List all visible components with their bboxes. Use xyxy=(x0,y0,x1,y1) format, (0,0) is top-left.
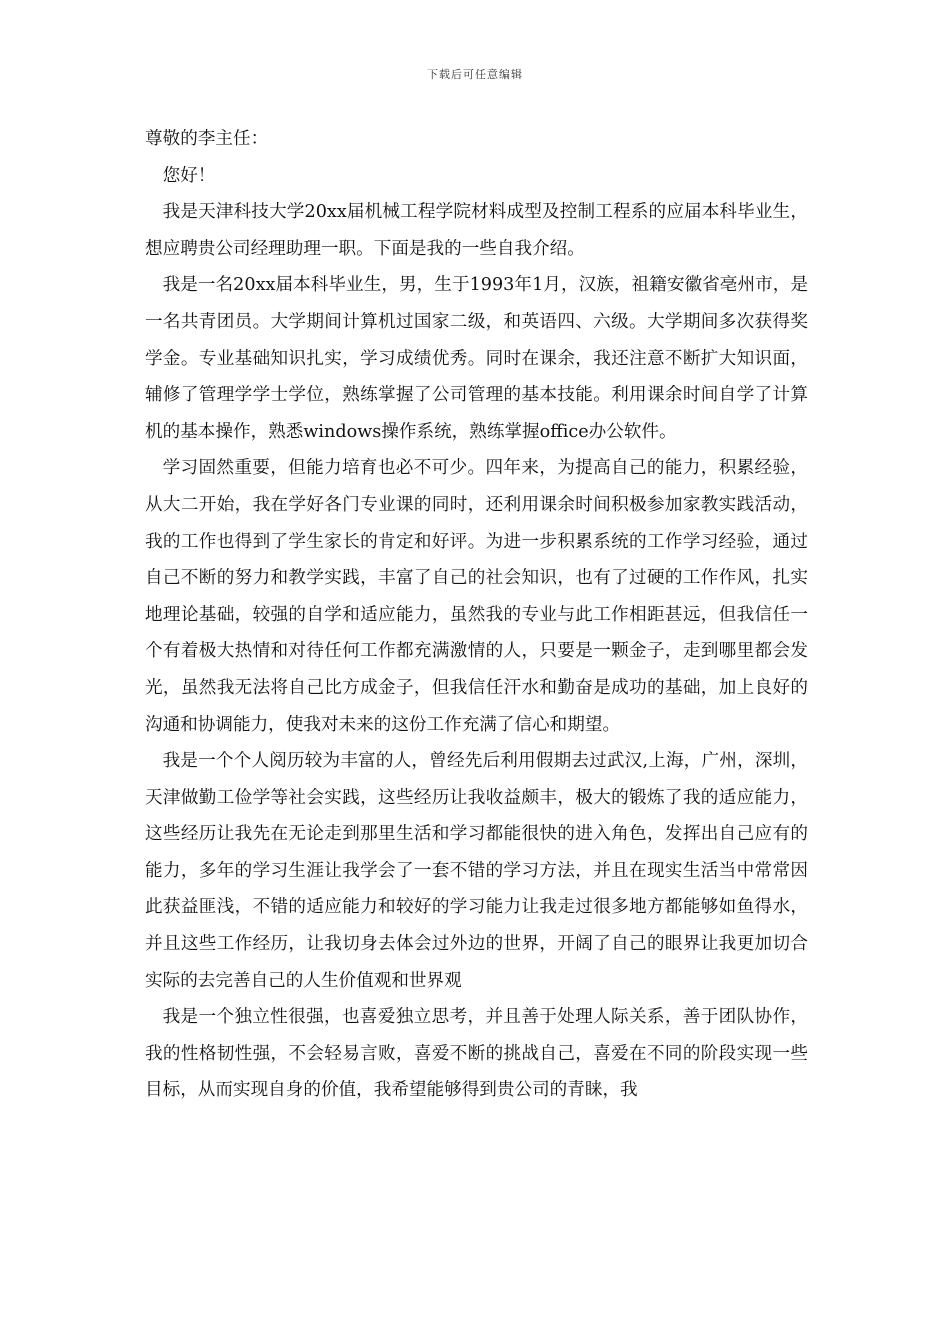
paragraph-ability: 学习固然重要，但能力培育也必不可少。四年来，为提高自己的能力，积累经验，从大二开始，我在学好各门专业课的同时，还利用课余时间积极参加家教实践活动，我的工作也得到了学生家长的肯定和好评。为进一步积累系统的工作学习经验，通过自己不断的努力和教学实践，丰富了自己的社会知识，也有了过硬的工作作风，扎实地理论基础，较强的自学和适应能力，虽然我的专业与此工作相距甚远，但我信任一个有着极大热情和对待任何工作都充满激情的人，只要是一颗金子，走到哪里都会发光，虽然我无法将自己比方成金子，但我信任汗水和勤奋是成功的基础，加上良好的沟通和协调能力，使我对未来的这份工作充满了信心和期望。 xyxy=(145,458,808,735)
greeting: 您好！ xyxy=(162,165,216,186)
salutation: 尊敬的李主任： xyxy=(145,129,269,149)
paragraph-personality: 我是一个独立性很强，也喜爱独立思考，并且善于处理人际关系，善于团队协作，我的性格韧性强，不会轻易言败，喜爱不断的挑战自己，喜爱在不同的阶段实现一些目标，从而实现自身的价值，我希望能够得到贵公司的青睐，我 xyxy=(145,1007,808,1101)
paragraph-intro: 我是天津科技大学20xx届机械工程学院材料成型及控制工程系的应届本科毕业生，想应聘贵公司经理助理一职。下面是我的一些自我介绍。 xyxy=(145,202,808,259)
paragraph-experience: 我是一个个人阅历较为丰富的人，曾经先后利用假期去过武汉,上海，广州，深圳，天津做勤工俭学等社会实践，这些经历让我收益颇丰，极大的锻炼了我的适应能力，这些经历让我先在无论走到那里生活和学习都能很快的进入角色，发挥出自己应有的能力，多年的学习生涯让我学会了一套不错的学习方法，并且在现实生活当中常常因此获益匪浅，不错的适应能力和较好的学习能力让我走过很多地方都能够如鱼得水，并且这些工作经历，让我切身去体会过外边的世界，开阔了自己的眼界让我更加切合实际的去完善自己的人生价值观和世界观 xyxy=(145,751,808,991)
letter-body xyxy=(145,121,808,1109)
header-note: 下载后可任意编辑 xyxy=(427,68,523,81)
paragraph-background: 我是一名20xx届本科毕业生，男，生于1993年1月，汉族，祖籍安徽省亳州市，是一名共青团员。大学期间计算机过国家二级，和英语四、六级。大学期间多次获得奖学金。专业基础知识扎实，学习成绩优秀。同时在课余，我还注意不断扩大知识面，辅修了管理学学士学位，熟练掌握了公司管理的基本技能。利用课余时间自学了计算机的基本操作，熟悉windows操作系统，熟练掌握office办公软件。 xyxy=(145,275,808,442)
